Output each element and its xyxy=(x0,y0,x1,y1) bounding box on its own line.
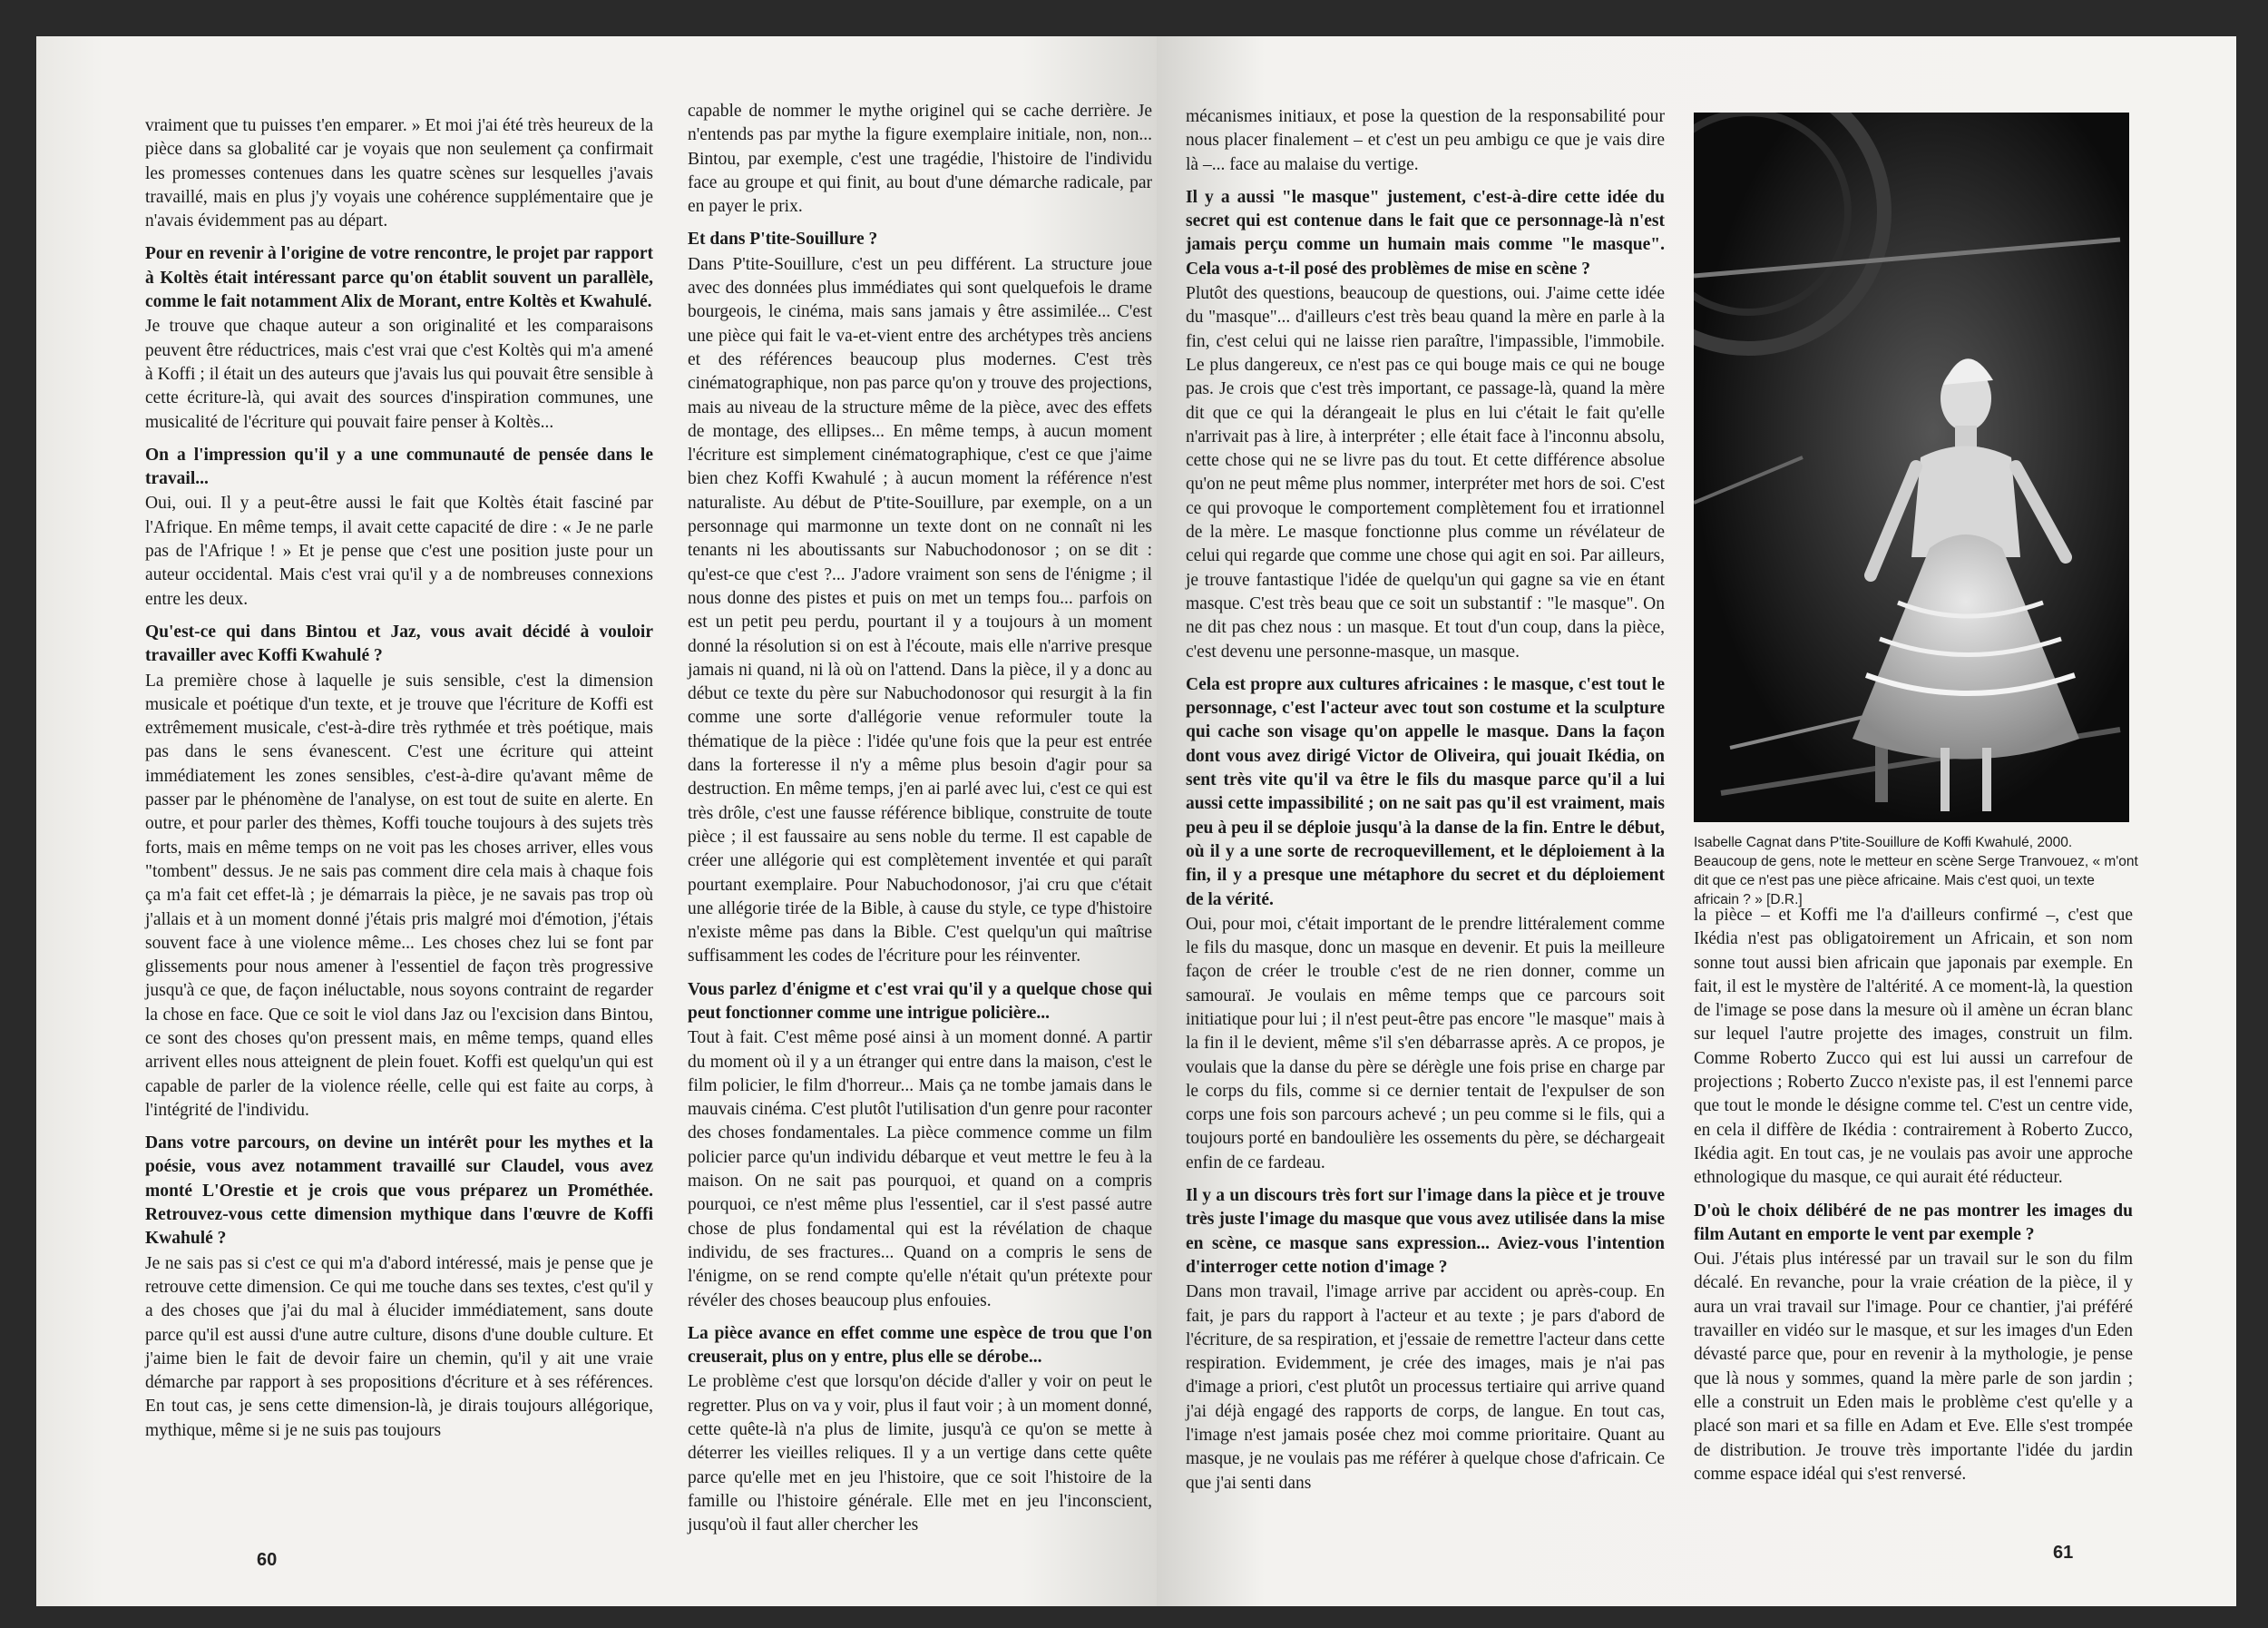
page-number-right: 61 xyxy=(2053,1543,2074,1563)
interview-answer: vraiment que tu puisses t'en emparer. » Et moi j'ai été très heureux de la pièce dans sa globalité car je voyais que non seulement ça confirmait les promesses contenues dans les quatre scènes sur lesquelles j'avais travaillé, mais en plus j'y voyais une cohérence supplémentaire que je n'avais évidemment pas au départ. xyxy=(145,116,653,231)
stage-photo xyxy=(1694,113,2129,822)
interview-question: D'où le choix délibéré de ne pas montrer les images du film Autant en emporte le vent par exemple ? xyxy=(1694,1201,2133,1244)
interview-question: Vous parlez d'énigme et c'est vrai qu'il y a quelque chose qui peut fonctionner comme une intrigue policière... xyxy=(688,979,1152,1023)
interview-answer: Tout à fait. C'est même posé ainsi à un moment donné. A partir du moment où il y a un étranger qui entre dans la maison, c'est le film policier, le film d'horreur... Mais ça ne tombe jamais dans le mauvais cinéma. C'est plutôt l'utilisation d'un genre pour raconter des choses fondamentales. La pièce commence comme un film policier parce qu'un individu débarque et veut mettre le feu à la maison. On ne sait pas pourquoi, et quand on a compris pourquoi, ce n'est même plus l'essentiel, car il s'est passé autre chose de plus fondamental qui est la révélation de chaque individu, de ses fractures... Quand on a compris le sens de l'énigme, on se rend compte qu'elle n'était qu'un prétexte pour révéler des choses beaucoup plus enfouies. xyxy=(688,1028,1152,1310)
interview-answer: Oui, pour moi, c'était important de le prendre littéralement comme le fils du masque, donc un masque en devenir. Et puis la meilleure façon de créer le trouble c'est de ne rien donner, comme un samouraï. Je voulais en même temps que ce parcours soit initiatique pour lui ; il n'est peut-être pas encore "le masque" mais à la fin il le devient, même s'il s'en débarrasse après. A ce propos, je voulais que la danse du père se dérègle une fois prise en charge par le corps du fils, comme si ce dernier tentait de l'expulser de son corps une fois son parcours achevé ; un peu comme si le fils, qui a toujours porté en bandoulière les ossements du père, se déchargeait enfin de ce fardeau. xyxy=(1186,914,1665,1172)
stage-photo-image xyxy=(1694,113,2129,822)
interview-question: On a l'impression qu'il y a une communauté de pensée dans le travail... xyxy=(145,445,653,489)
interview-question: Qu'est-ce qui dans Bintou et Jaz, vous avait décidé à vouloir travailler avec Koffi Kwahulé ? xyxy=(145,622,653,666)
interview-question: Cela est propre aux cultures africaines : le masque, c'est tout le personnage, c'est l'acteur avec tout son costume et la sculpture qui cache son visage qu'on appelle le masque. Dans la façon dont vous avez dirigé Victor de Oliveira, qui jouait Ikédia, on sent très vite qu'il va être le fils du masque parce qu'il a lui aussi cette impassibilité ; on ne sait pas qu'il est vraiment, mais peu à peu il se déploie jusqu'à la danse de la fin. Entre le début, où il y a une sorte de recroquevillement, et le déploiement à la fin, il y a presque une métaphore du secret et du déploiement de la vérité. xyxy=(1186,674,1665,909)
interview-answer: la pièce – et Koffi me l'a d'ailleurs confirmé –, c'est que Ikédia n'est pas obligatoirement un Africain, et son nom sonne tout aussi bien africain que japonais par exemple. En fait, il est le mystère de l'altérité. A ce moment-là, la question de l'image se pose dans la mesure où il amène un écran blanc sur lequel l'autre projette des images, construit un film. Comme Roberto Zucco qui est lui aussi un carrefour de projections ; Roberto Zucco n'existe pas, il est l'ennemi parce que tout le monde le désigne comme tel. C'est un centre vide, en cela il diffère de Ikédia : contrairement à Roberto Zucco, Ikédia agit. En tout cas, je ne voulais pas avoir une approche ethnologique du masque, ce qui aurait été réducteur. xyxy=(1694,906,2133,1188)
interview-answer: capable de nommer le mythe originel qui se cache derrière. Je n'entends pas par mythe la figure exemplaire initiale, non, non... Bintou, par exemple, c'est une tragédie, l'histoire de l'individu face au groupe et qui finit, au bout d'une démarche radicale, par en payer le prix. xyxy=(688,102,1152,217)
interview-answer: Oui. J'étais plus intéressé par un travail sur le son du film décalé. En revanche, pour la vraie création de la pièce, il y aura un vrai travail sur l'image. Pour ce chantier, j'ai préféré travailler en vidéo sur le masque, et sur les images d'un Eden dévasté parce que, pour en revenir à la mythologie, je pense que là nous y sommes, quand la mère parle de son jardin ; elle a construit un Eden mais le problème c'est qu'elle y a placé son mari et sa fille en Adam et Eve. Elle s'est trompée de distribution. Je trouve très importante l'idée du jardin comme espace idéal qui s'est renversé. xyxy=(1694,1250,2133,1484)
interview-answer: Plutôt des questions, beaucoup de questions, oui. J'aime cette idée du "masque"... d'ailleurs c'est très beau quand la mère en parle à la fin, c'est celui qui ne laisse rien paraître, l'impassible, l'immobile. Le plus dangereux, ce n'est pas ce qui bouge mais ce qui ne bouge pas. Je crois que c'est très important, ce passage-là, quand la mère dit que ce qui la dérangeait le plus en lui c'était le fait qu'elle n'arrivait pas à lire, à interpréter ; elle était face à l'inconnu absolu, cette chose qui ne se livre pas du tout. Et cette différence absolue qu'on ne peut même plus nommer, interpréter met hors de soi. C'est ce qui provoque le comportement complètement fou et irrationnel de la mère. Le masque fonctionne plus comme un révélateur de celui qui regarde que comme une chose qui agit en soi. Par ailleurs, je trouve fantastique l'idée de quelqu'un qui gagne sa vie en étant masque. C'est très beau que ce soit un substantif : "le masque". On ne dit pas chez nous : un masque. Et tout d'un coup, dans la pièce, c'est devenu une personne-masque, un masque. xyxy=(1186,284,1665,662)
photo-caption: Isabelle Cagnat dans P'tite-Souillure de Koffi Kwahulé, 2000. Beaucoup de gens, note le metteur en scène Serge Tranvouez, « m'ont dit que ce n'est pas une pièce africaine. Mais c'est quoi, un texte africain ? » [D.R.] xyxy=(1694,835,2138,907)
interview-question: Il y a un discours très fort sur l'image dans la pièce et je trouve très juste l'image du masque que vous avez utilisée dans la mise en scène, ce masque sans expression... Aviez-vous l'intention d'interroger cette notion d'image ? xyxy=(1186,1186,1665,1277)
interview-answer: mécanismes initiaux, et pose la question de la responsabilité pour nous placer finalement – et c'est un peu ambigu ce que je vais dire là –... face au malaise du vertige. xyxy=(1186,107,1665,174)
right-page xyxy=(1157,36,2236,1606)
interview-question: Dans votre parcours, on devine un intérêt pour les mythes et la poésie, vous avez notamment travaillé sur Claudel, vous avez monté L'Orestie et je crois que vous préparez un Prométhée. Retrouvez-vous cette dimension mythique dans l'œuvre de Koffi Kwahulé ? xyxy=(145,1133,653,1249)
interview-question: La pièce avance en effet comme une espèce de trou que l'on creuserait, plus on y entre, plus elle se dérobe... xyxy=(688,1323,1152,1368)
right-page-column-1 xyxy=(1186,105,1665,1496)
interview-question: Pour en revenir à l'origine de votre rencontre, le projet par rapport à Koltès était intéressant parce qu'on établit souvent un parallèle, comme le fait notamment Alix de Morant, entre Koltès et Kwahulé. xyxy=(145,244,653,312)
interview-answer: La première chose à laquelle je suis sensible, c'est la dimension musicale et poétique d'un texte, et je trouve que l'écriture de Koffi est extrêmement musicale, c'est-à-dire très rythmée et très poétique, mais pas dans le sens évanescent. C'est une écriture qui atteint immédiatement les zones sensibles, c'est-à-dire qu'avant même de passer par le phénomène de l'analyse, on est tout de suite en alerte. En outre, et pour parler des thèmes, Koffi touche toujours à des sujets très forts, mais en même temps on ne voit pas les choses arriver, elles vous "tombent" dessus. Je ne sais pas comment dire cela mais à chaque fois ça m'a fait cet effet-là ; je démarrais la pièce, je ne savais pas trop où j'allais et à un moment donné j'étais pris malgré moi d'émotion, j'étais souvent face à une violence même... Les choses chez lui se font par glissements pour nous amener à l'essentiel de façon très progressive jusqu'à ce que, de façon inéluctable, nous soyons contraint de regarder la chose en face. Que ce soit le viol dans Jaz ou l'excision dans Bintou, ce sont des choses qu'on pressent mais, en même temps, quand elles arrivent elles nous atteignent de plein fouet. Koffi est quelqu'un qui est capable de parler de la violence réelle, celle qui est faite au corps, à l'intégrité de l'individu. xyxy=(145,671,653,1120)
interview-answer: Le problème c'est que lorsqu'on décide d'aller y voir on peut le regretter. Plus on va y voir, plus il faut voir ; à un moment donné, cette quête-là n'a plus de limite, jusqu'à ce qu'on se mette à déterrer les vieilles reliques. Il y a un vertige dans cette quête parce qu'elle met en jeu l'histoire, que ce soit l'histoire de la famille ou l'histoire générale. Elle met en jeu l'inconscient, jusqu'où il faut aller chercher les xyxy=(688,1372,1152,1535)
left-page-column-1 xyxy=(145,114,653,1443)
interview-question: Et dans P'tite-Souillure ? xyxy=(688,230,878,250)
left-page-column-2 xyxy=(688,100,1152,1538)
right-page-column-2 xyxy=(1694,904,2133,1486)
interview-answer: Je ne sais pas si c'est ce qui m'a d'abord intéressé, mais je pense que je retrouve cette dimension. Ce qui me touche dans ses textes, c'est qu'il y a des choses que j'ai du mal à élucider immédiatement, sans doute parce qu'il est aussi d'une autre culture, disons d'une double culture. Et j'aime bien le fait de devoir faire un chemin, qu'il y ait une vraie démarche par rapport à ses propositions d'écriture et à ses références. En tout cas, je sens cette dimension-là, je dirais toujours allégorique, mythique, même si je ne suis pas toujours xyxy=(145,1253,653,1440)
left-page xyxy=(36,36,1157,1606)
page-number-left: 60 xyxy=(257,1550,278,1570)
interview-answer: Oui, oui. Il y a peut-être aussi le fait que Koltès était fasciné par l'Afrique. En même temps, il avait cette capacité de dire : « Je ne parle pas de l'Afrique ! » Et je pense que c'est une position juste pour un auteur occidental. Mais c'est vrai qu'il y a de nombreuses connexions entre les deux. xyxy=(145,494,653,609)
interview-question: Il y a aussi "le masque" justement, c'est-à-dire cette idée du secret qui est contenue dans le fait que ce personnage-là n'est jamais perçu comme un humain mais comme "le masque". Cela vous a-t-il posé des problèmes de mise en scène ? xyxy=(1186,187,1665,279)
interview-answer: Dans P'tite-Souillure, c'est un peu différent. La structure joue avec des données plus immédiates qui sont quelquefois le drame bourgeois, le cinéma, mais sans jamais y être assimilée... C'est une pièce qui fait le va-et-vient entre des archétypes très anciens et des références beaucoup plus modernes. C'est très cinématographique, non pas parce qu'on y trouve des projections, mais au niveau de la structure même de la pièce, avec des effets de montage, des ellipses... En même temps, à aucun moment l'écriture est simplement cinématographique, c'est ce que j'aime bien chez Koffi Kwahulé ; à aucun moment la référence n'est naturaliste. Au début de P'tite-Souillure, par exemple, on a un personnage qui marmonne un texte dont on ne connaît ni les tenants ni les aboutissants sur Nabuchodonosor ; on se dit : qu'est-ce que c'est ?... J'adore vraiment son sens de l'énigme ; il nous donne des pistes et puis on met un temps fou... parfois on est un petit peu perdu, pourtant il y a toujours à un moment donné la résolution si on est à l'écoute, mais elle n'arrive presque jamais ni quand, ni là où on l'attend. Dans la pièce, il y a donc au début ce texte du père sur Nabuchodonosor qui resurgit à la fin comme une sorte d'allégorie venue reformuler toute la thématique de la pièce : l'idée qu'une fois que la peur est entrée dans la forteresse il n'y a même plus besoin d'agir pour sa destruction. En même temps, j'en ai parlé avec lui, c'est ce qui est très drôle, c'est une fausse référence biblique, construite de toute pièce ; il est faussaire au sens noble du terme. Il est capable de créer une allégorie qui est complètement inventée et qui paraît pourtant exemplaire. Pour Nabuchodonosor, j'ai cru que c'était une allégorie tirée de la Bible, à cause du style, ce type d'histoire n'existe même pas dans la Bible. C'est quelqu'un qui maîtrise suffisamment les codes de l'écriture pour les réinventer. xyxy=(688,254,1152,966)
interview-answer: Dans mon travail, l'image arrive par accident ou après-coup. En fait, je pars du rapport à l'acteur et au texte ; je pars d'abord de l'écriture, de sa respiration, et j'essaie de remettre l'acteur dans cette respiration. Evidemment, je crée des images, mais je n'ai pas d'image a priori, c'est plutôt un processus tertiaire qui arrive quand j'ai déjà engagé des rapports de corps, de langue. En tout cas, l'image n'est jamais posée chez moi comme prioritaire. Quant au masque, je ne voulais pas me référer à quelque chose d'africain. Ce que j'ai senti dans xyxy=(1186,1282,1665,1493)
interview-answer: Je trouve que chaque auteur a son originalité et les comparaisons peuvent être réductrices, mais c'est vrai que c'est Koltès qui m'a amené à Koffi ; il était un des auteurs que j'avais lus qui pouvait être sensible à cette écriture-là, qui avait des sources d'inspiration communes, une musicalité de l'écriture qui pouvait faire penser à Koltès... xyxy=(145,317,653,432)
